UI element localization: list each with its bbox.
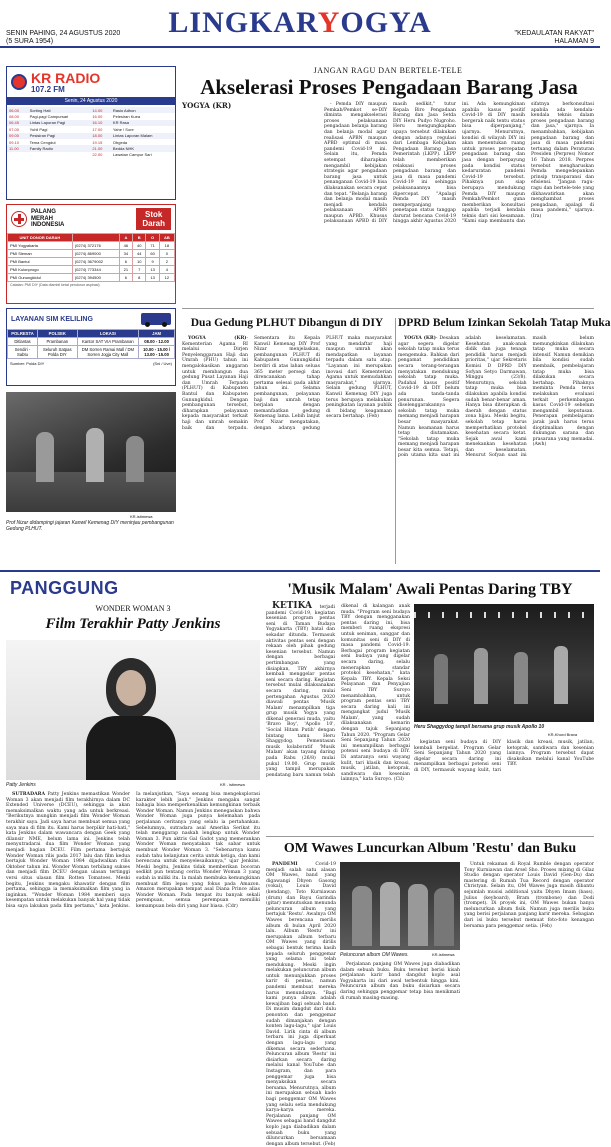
stok-darah-badge: [136, 208, 171, 230]
blood-stock-value: 12: [159, 274, 174, 282]
radio-time: 22.00: [92, 152, 103, 158]
blood-stock-value: 40: [133, 242, 146, 250]
radio-program: Pagi-pagi Campursari: [29, 114, 69, 120]
story2-dateline: YOGYA (KR): [188, 336, 247, 341]
blood-stock-value: 13: [146, 274, 159, 282]
sim-title: LAYANAN SIM KELILING: [11, 315, 93, 323]
radio-program: KR Rasa: [112, 120, 129, 126]
blood-table-row: [8, 242, 175, 250]
patty-photo-credit: KR - istimewa: [220, 782, 245, 787]
lead-columns: [324, 102, 594, 298]
logo-left: LINGKAR: [168, 6, 318, 39]
blood-table-row: [8, 274, 175, 282]
issue-sura-date: (5 SURA 1954): [6, 38, 54, 45]
motto: "KEDAULATAN RAKYAT": [514, 30, 594, 37]
blood-stock-value: 9: [146, 258, 159, 266]
radio-schedule-row: [7, 152, 175, 158]
sim-table-header: LOKASI: [77, 330, 139, 338]
radio-program: Lawatan Campur Sari: [112, 152, 152, 158]
blood-unit-phone: (0274) 372176: [72, 242, 119, 250]
red-cross-icon: [11, 211, 27, 227]
story4-text-cont: kegiatan seni budaya di DIY kembali bergeliat. Program Gelar Seni Sepanjang Tahun 2020 yang digelar secara daring ini menampilkan berbagai potensi seni di DIY, termasuk wayang kulit, tari klasik dan kreasi, musik, jatilan, ketoprak, sandiwara dan kesenian lainnya. Program tersebut dapat disaksikan melalui kanal YouTube TBY.: [414, 740, 594, 773]
blood-table-header: UNIT DONOR DARAH: [8, 234, 73, 242]
sim-table-header: POLRESTA: [8, 330, 38, 338]
stok-label-1: Stok: [144, 210, 163, 219]
radio-time: 21.00: [92, 146, 103, 152]
sim-table-cell: Prambanan: [37, 338, 77, 346]
radio-time: 09.10: [9, 139, 20, 145]
concert-photo-credit: KR-Khord Brava: [548, 732, 578, 737]
blood-stock-value: 18: [159, 242, 174, 250]
lead-kicker: JANGAN RAGU DAN BERTELE-TELE: [313, 66, 463, 75]
story5-body-right: [464, 862, 594, 1046]
story2-text: - Kementerian Agama RI melalui Dirjen Penyelenggaraan Haji dan Umrah (PHU) tahun ini mengalokasikan anggaran untuk membangun dua gedung Pusat Layanan Haji dan Umrah Terpadu (PLHUT) di Kabupaten Bantul dan Kabupaten Gunungkidul. Dengan pembangunan tersebut, diharapkan pelayanan kepada masyarakat terkait haji dan umrah semakin baik dan terpadu. Sementara itu Kepala Kanwil Kemenag DIY Prof Nizar menjelaskan, pembangunan PLHUT di Kabupaten Gunungkidul berdiri di atas lahan seluas 365 meter persegi dan direncanakan tahap pertama selesai pada akhir tahun ini. Selama pembangunan, pelayanan haji dan umrah tetap berjalan dengan memanfaatkan gedung Kemenag lama. Lebih lanjut Prof Nizar mengatakan, dengan adanya gedung PLHUT maka masyarakat yang mendaftar haji maupun umrah akan mendapatkan layanan terpadu dalam satu atap. "Layanan ini merupakan inovasi dari Kementerian Agama untuk memudahkan masyarakat," ujarnya. Selain gedung PLHUT, Kanwil Kemenag DIY juga terus berupaya melakukan peningkatan layanan publik di bidang keagamaan secara bertahap. (Feb): [182, 336, 392, 431]
radio-program: Family Radio: [29, 146, 53, 152]
panggung-headline: Film Terakhir Patty Jenkins: [45, 616, 221, 632]
radio-program: Rasio Adhon: [112, 107, 136, 113]
radio-time: 18.00: [92, 133, 103, 139]
blood-stock-value: 0: [159, 250, 174, 258]
logo-right: OGYA: [340, 6, 432, 39]
lead-body: [182, 102, 594, 298]
blood-stock-value: 34: [119, 250, 132, 258]
radio-program: Lintas Laporan Malam: [112, 133, 153, 139]
blood-stock-value: 46: [119, 242, 132, 250]
pmi-note: Catatan: PMI DIY (Data diambil ketat pendonor aspirasi): [10, 283, 100, 287]
pmi-blood-stock-box: [6, 204, 176, 304]
blood-stock-value: 13: [146, 266, 159, 274]
sim-table-cell: Kantor SAT VIA Prambanan: [77, 338, 139, 346]
sim-table-cell: Sendiri - Sabtu: [8, 346, 38, 359]
blood-table-header: A: [119, 234, 132, 242]
story4-body-right: [414, 740, 594, 830]
radio-program: Obgeda: [112, 139, 128, 145]
radio-program: Bedda NHK: [112, 146, 135, 152]
blood-stock-value: 6: [119, 274, 132, 282]
radio-time: 11.00: [9, 146, 19, 152]
radio-time: [7, 152, 28, 158]
radio-time: 07.00: [9, 126, 20, 132]
radio-time: 09.00: [9, 133, 20, 139]
sim-table-header: POLSEK: [37, 330, 77, 338]
radio-time: 08.00: [9, 114, 20, 120]
concert-photo: [414, 604, 594, 722]
blood-table-header: [72, 234, 119, 242]
masthead: [0, 0, 600, 48]
story4-dateline: KETIKA: [272, 601, 313, 611]
blood-stock-value: 10: [133, 258, 146, 266]
sim-table-cell: Seluruh Satpas Polda DIY: [37, 346, 77, 359]
blood-stock-value: 71: [146, 242, 159, 250]
radio-program: Yahe ! Sore: [112, 126, 134, 132]
radio-program: [28, 152, 91, 158]
plhut-photo-credit: KR-istimewa: [130, 514, 153, 519]
patty-jenkins-photo: [6, 640, 260, 780]
sim-table-row: [8, 338, 175, 346]
story3-dateline: YOGYA (KR): [404, 336, 436, 341]
story2-body: [182, 336, 392, 564]
blood-unit-name: PMI Yogyakarta: [8, 242, 73, 250]
blood-unit-name: PMI Sleman: [8, 250, 73, 258]
radio-time: 06.45: [9, 120, 20, 126]
story5-body-left: [266, 862, 336, 1147]
stok-label-2: Darah: [142, 219, 165, 228]
pmi-title-1: PALANG: [31, 209, 56, 216]
blood-table-header: O: [146, 234, 159, 242]
radio-program: Pesisiran Pagi: [29, 133, 56, 139]
blood-table-row: [8, 266, 175, 274]
panggung-text: Patty Jenkins memastikan Wonder Woman 3 akan menjadi film terakhirnya dalam DC Extended Universe (DCEU), sehingga ia akan memaksimalkan waktu yang ada untuk berkreasi. "Berikutnya mungkin menjadi film Wonder Woman terakhir saya. Jadi saya harus membuat semua yang saya mau di film itu. Kami harus berpikir hati-hati," kata Jenkins dalam wawancara dengan Geek yang dilansir NME, belum lama ini. Jenkins telah menyutradarai dua film Wonder Woman yang menjadi bagian DCEU. Film pertama bertajuk Wonder Woman rilis pada 2017 lalu dan film kedua bertajuk Wonder Woman 1984 dijadwalkan rilis Oktober tahun ini. Wonder Woman terbilang sukses dan menjadi film DCEU dengan ulasan tertinggi versi situs ulasan film Rotten Tomatoes. Meski begitu, Jenkins mengaku khawatir dengan film pertama, sehingga ia memaksimalkan film yang ia inginkan. "Wonder Woman 1984 memberi saya kesempatan untuk melakukan banyak hal yang tidak bisa saya lakukan pada film pertama," kata Jenkins. Ia melanjutkan, "Saya senang bisa mengeksplorasi karakter lebih jauh." Jenkins mengaku sangat bahagia bisa memperkenalkan kemungkinan terbaik Wonder Woman. Namun Jenkins menegaskan bahwa Wonder Woman juga punya kelemahan pada perjalanan ceritanya yang selalu ia pertahankan. Sebelumnya, sutradara asal Amerika Serikat itu telah menggarap naskah lengkap untuk Wonder Woman 3. Pun aktris Gal Gadot yang memerankan Wonder Woman menyatakan tak sabar untuk membuat Wonder Woman 3. "Sebenarnya kamu sudah tahu kelanjutan cerita untuk ketiga, dan kami berencana untuk menyelesaikannya," ujar Jenkins. Meski begitu, Jenkins tidak memberikan bocoran sedikit pun tentang cerita Wonder Woman 3 yang sudah ia miliki itu. Ia malah membuka kemungkinan membuat film lepas yang fokus pada Amazon. Amazon merupakan tempat asal Diana Prince alias Wonder Woman. Pada tempat itu banyak sekali perempuan, semua perempuan memiliki kemampuan bela diri yang luar biasa. (Cdr): [6, 792, 260, 909]
radio-time: 16.10: [92, 120, 103, 126]
divider: [266, 836, 594, 837]
lead-text: - Pemda DIY maupun Pemkab/Pemkot se-DIY diminta mengakselerasi proses pelaksanaan pengadaan belanja barang dan belanja modal agar realisasi APBN maupun APBD optimal di masa pandemi Covid-19 ini. Selain itu, Pemda setempat diharapkan mengambil kebijakan strategis agar pengadaan barang jasa untuk penanganan Covid-19 bisa dilaksanakan secara cepat dan tepat. "Belanja barang dan belanja modal masih menjadi kendala pelaksanaan APBN maupun APBD. Khusus pelaksanaan APBD di DIY masih sedikit," tutur Kepala Biro Pengadaan Barang dan Jasa Setda DIY Heru Pudyo Nugroho. Heru mengungkapkan upaya tersebut dilakukan dengan adanya regulasi dari Lembaga Kebijakan Pengadaan Barang Jasa Pemerintah (LKPP). LKPP telah memberikan relaksasi proses pengadaan barang dan jasa di masa pandemi Covid-19 ini sehingga pelaksanaannya bisa dipercepat. "Apalagi Pemda DIY masih memperpanjang penetapan status tanggap darurat bencana Covid-19 hingga akhir Agustus 2020 ini. Ada kemungkinan apabila kasus positif Covid-19 di DIY masih bergerak naik tentu status bisa diperpanjang," ujarnya. Menurutnya, kondisi di wilayah DIY ini akan menentukan ruang untuk proses percepatan pengadaan barang dan jasa dengan berpayung pada kondisi status kedaruratan pandemi Covid-19 tersebut. Pihaknya pun siap berupaya mendukung Pemda DIY maupun Pemkab/Pemkot guna memberikan konsultasi apabila terjadi kendala teknis dari sisi kesamaan. "Kami siap membantu dan sifatnya berkonsultasi apabila ada kendala-kendala teknis dalam proses pengadaan barang dan jasa," ujarnya. Ia menambahkan, kebijakan pengadaan barang dan jasa di masa pandemi tertuang dalam Peraturan Presiden (Perpres) Nomor 16 Tahun 2018. Perpres tersebut mengharuskan Pemda mengedepankan prinsip transparansi dan efisiensi. "Jangan ragu-ragu dan bertele-tele yang dikhawatirkan akan menghambat proses pengadaan, apalagi di masa pandemi," ujarnya. (Ira): [324, 102, 594, 225]
blood-stock-value: 6: [119, 258, 132, 266]
radio-time: 17.00: [92, 126, 103, 132]
radio-time: 16.00: [92, 114, 103, 120]
blood-stock-table: [7, 233, 175, 282]
blood-stock-value: 4: [159, 266, 174, 274]
blood-unit-phone: (0274) 394500: [72, 274, 119, 282]
radio-program: Tema Cengdut: [29, 139, 56, 145]
radio-schedule-date: Senin, 24 Agustus 2020: [7, 97, 175, 105]
radio-icon: [11, 74, 27, 90]
om-wawes-photo: [340, 862, 460, 950]
sim-table-cell: 08.00 - 12.00: [139, 338, 175, 346]
story3-body: [398, 336, 594, 564]
sim-table-cell: Ditlantas: [8, 338, 38, 346]
story4-headline: 'Musik Malam' Awali Pentas Daring TBY: [287, 581, 573, 598]
story5-dateline: PANDEMI: [272, 862, 298, 867]
story3-text: - Desakan agar segera digelar sekolah tatap muka terus mengemuka. Bahkan dari pengamat pendidikan secara terang-terangan menyatakan mendukung sekolah tatap muka. Padahal kasus positif Covid-19 di DIY belum ada tanda-tanda penurunan. Segera diselenggarakannya sekolah tatap muka memang menjadi harapan besar masyarakat. Namun keamanan harus tetap diutamakan. "Sekolah tatap muka memang menjadi harapan besar kita semua. Tetapi, poin utama kita saat ini adalah keselamatan. Kesehatan anak-anak didik dan juga tenaga pendidik harus menjadi prioritas," ujar Sekretaris Komisi D DPRD DIY Sofyan Setyo Darmawan, Minggu (23/8). Menurutnya, sekolah tatap muka bisa dilakukan apabila kondisi sudah benar-benar aman. Hanya bisa diterapkan di daerah dengan status zona hijau. Meski begitu, sekolah tetap harus memperhatikan protokol kesehatan secara ketat. Sejak awal kami menekankan kesehatan dan keselamatan. Menurut Sofyan saat ini masih belum memungkinkan dilakukan tatap muka secara intensif. Namun demikian bila kondisi sudah membaik, pembelajaran tatap muka bisa dilakukan secara bertahap. Pihaknya meminta Pemda terus melakukan evaluasi terkait perkembangan kasus Covid-19 sebelum mengambil keputusan. Penerapan pembelajaran jarak jauh harus terus dioptimalkan dengan dukungan sarana dan prasarana yang memadai. (Awh): [398, 336, 594, 459]
radio-schedule-table: [7, 107, 175, 158]
patty-photo-caption: Patty Jenkins: [6, 782, 36, 788]
concert-photo-caption: Heru Shaggydog tampil bersama grup musik Apollo 10: [414, 724, 545, 730]
sim-table-cell: 10.00 - 15.00 / 13.00 - 15.00: [139, 346, 175, 359]
story2-headline: Dua Gedung PLHUT Dibangun di DIY: [190, 317, 384, 329]
story5-text-cont: Perjalanan panjang OM Wawes juga diabadikan dalam sebuah buku. Buku tersebut berisi kisah perjalanan karir band dangdut koplo asal Yogyakarta ini dari awal terbentuk hingga kini. Peluncuran album dan buku disiarkan secara daring sehingga penggemar tetap bisa menikmati di rumah masing-masing.: [340, 962, 460, 1001]
sim-keliling-box: [6, 308, 176, 386]
om-wawes-credit: KR-istimewa: [432, 952, 455, 957]
radio-brand: KR RADIO: [31, 69, 101, 86]
sim-table-row: [8, 346, 175, 359]
blood-unit-name: PMI Kulonprogo: [8, 266, 73, 274]
radio-program: Pelesiran Kuea: [112, 114, 141, 120]
story3-headline: DPRD Belum Izinkan Sekolah Tatap Muka: [398, 317, 611, 329]
story4-text: terjadi pandemi Covid-19, kegiatan kesenian program pentas seni di Taman Budaya Yogyakarta (TBY) batal dan sekadar ditunda. Termasuk aktivitas pentas seni dengan rekaan oleh pihak gedung kesenian tersebut. Namun dengan berbagai pertimbangan yang disiapkan, TBY akhirnya kembali menggelar pentas seni secara daring. Kegiatan tersebut mulai dilaksanakan secara daring, mulai pertengahan Agustus 2020 diawali pentas 'Musik Malam' menampilkan tiga grup musik Yogya yang dikenal generasi muda, yaitu 'Bravo Boy', 'Apollo 10', 'Social Hitam Putih' dengan bintang tamu Heru Shaggydog. Pementasan musik kolaboratif 'Musik Malam' akan tayang daring pada Rabu (26/8) mulai pukul 19.00. Grup musik yang tampil merupakan pendatang baru namun telah dikenal di kalangan anak muda. "Program seni budaya TBY dengan mengganakan pentas daring ini, bisa memberi ruang ekspresi untuk seniman, sanggar dan komunitas seni di DIY di masa pandemi Covid-19. Berbagai program kegiatan seni budaya yang digelar secara daring, selalu menerapkan standar protokol kesehatan," kata Kepala TBY. Kepala Seksi Pelayanan dan Penyajian Seni TBY Suroyo menambahkan, untuk program pentas seni TBY secara daring kali ini mengangkat judul 'Musik Malam', yang sudah dilaksanakan kemarin dengan tajuk Sepanjang Tahun 2020. "Program Gelar Seni Sepanjang Tahun 2020 ini menampilkan berbagai potensi seni budaya di DIY. Di antaranya seni wayang kulit, tari klasik dan kreasi, musik, jatilan, ketoprak, sandiwara dan kesenian lainnya," kata Suroyo. (Cil): [266, 604, 410, 783]
sim-table-cell: DM Sorren Ramai Mall / DM Sorren Jogja City Mall: [77, 346, 139, 359]
radio-program: Sorting Hati: [29, 107, 51, 113]
logo-accent-letter: Y: [317, 6, 341, 39]
om-wawes-caption: Peluncuran album OM Wawes.: [340, 952, 409, 958]
radio-frequency: 107.2 FM: [31, 84, 65, 94]
plhut-photo: [6, 392, 176, 512]
blood-stock-value: 60: [146, 250, 159, 258]
radio-time: 14.00: [92, 107, 103, 113]
lead-dateline: YOGYA (KR): [182, 101, 232, 110]
masthead-logo: [150, 6, 450, 40]
divider: [182, 308, 594, 309]
section-divider: [0, 570, 600, 572]
page-number: HALAMAN 9: [554, 38, 594, 45]
blood-unit-phone: (0274) 869000: [72, 250, 119, 258]
blood-stock-value: 7: [133, 266, 146, 274]
sim-source: Sumber: Polda DIY: [10, 361, 45, 366]
column-divider: [395, 318, 396, 564]
blood-stock-value: 2: [159, 258, 174, 266]
pmi-title-2: MERAH: [31, 215, 53, 222]
blood-stock-value: 44: [133, 250, 146, 258]
radio-program: Yuhil Pagi: [29, 126, 48, 132]
blood-table-header: B: [133, 234, 146, 242]
blood-table-header: AB: [159, 234, 174, 242]
sim-table-header: JAM: [139, 330, 175, 338]
blood-unit-name: PMI Bantul: [8, 258, 73, 266]
kr-radio-box: [6, 66, 176, 200]
sim-schedule-table: [7, 329, 175, 359]
plhut-photo-caption: Prof Nizar didampingi jajaran Kanwil Kemenag DIY meninjau pembangunan Gedung PLHUT.: [6, 520, 174, 532]
panggung-dateline: SUTRADARA: [12, 792, 46, 797]
story5-text: Covid-19 menjadi salah satu alasan OM Wawes, band yang digawangi Dhyen Gasong (vokal), Louis David (kendang), Toto Kurniawan (drum) dan Bayu Garindia (gitar) memutuskan menunda peluncuran album yang bertajuk 'Restu'. Awalnya OM Wawes berencana merilis album di bulan April 2020 lalu. Album 'Restu' ini merupakan album terbaru OM Wawes yang dirilis sebagai bentuk terima kasih kepada seluruh penggemar yang selama ini telah mendukung. Meski ingin melakukan peluncuran album untuk menunjukkan proses karir di pentas, namun pandemi membuat mereka harus menundanya. "Bagi kami punya album adalah kewajiban bagi sebuah band. Di musim dangdut dari dulu penonton dan penggemar sudah dimanjakan dengan konten lagu-lagu," ujar Louis David. Lirik cinta di album terbaru ini juga diperkuat dengan lagu-lagu yang dikemas secara sederhana. Peluncuran album 'Restu' ini disiarkan secara daring melalui kanal YouTube dan Instagram, dan para penggemar juga bisa menyaksikan secara bersama. Menurutnya, album ini merupakan sebuah kado bagi penggemar OM Wawes yang selalu setia mendukung karya-karya mereka. Perjalanan panjang OM Wawes sebagai band dangdut koplo juga diabadikan dalam sebuah buku yang diluncurkan bersamaan dengan album tersebut. (Feb): [266, 862, 336, 1147]
radio-time: 06.00: [9, 107, 20, 113]
story5-text-right: Untuk rekaman di Royal Rumble dengan operator Tony Kurniawan dan Arsel Sho. Proses mixing di Gilaz Studio dengan operator Louis David (Gen-Du) dan mastering di Rumah Tua Record dengan operator Christyan. Selain itu, OM Wawes juga masih dibantu sejumlah musisi additional yaitu Dhyen Imam (bass), Julius (keyboard), Bram (trombone) dan Dodi (trompet). Di proyek ini, OM Wawes bukan hanya meluncurkan album fisik. Namun juga merilis buku yang berisi perjalanan panjang karir mereka. Sebagian dari isi buku tersebut memuat foto-foto kenangan bersama para penggemar setia. (Feb): [464, 862, 594, 929]
bus-icon: [141, 313, 171, 325]
section-panggung: PANGGUNG: [10, 578, 119, 598]
radio-program: Lintas Laporan Pagi: [29, 120, 66, 126]
blood-unit-phone: (0274) 773344: [72, 266, 119, 274]
masthead-right: [514, 30, 594, 46]
radio-time: 19.15: [92, 139, 103, 145]
lead-headline: Akselerasi Proses Pengadaan Barang Jasa: [200, 75, 578, 99]
issue-date: SENIN PAHING, 24 AGUSTUS 2020: [6, 30, 121, 37]
story4-body-left: [266, 601, 410, 832]
blood-stock-value: 21: [119, 266, 132, 274]
panggung-body: [6, 792, 260, 1046]
lead-intro: [182, 102, 318, 174]
pmi-title-3: INDONESIA: [31, 222, 65, 229]
blood-table-row: [8, 250, 175, 258]
sim-tag: (Sni / Uve): [153, 361, 172, 366]
story5-headline: OM Wawes Luncurkan Album 'Restu' dan Buku: [283, 841, 577, 856]
masthead-date: [6, 30, 120, 46]
blood-unit-phone: (0274) 3679002: [72, 258, 119, 266]
blood-table-row: [8, 258, 175, 266]
panggung-kicker: WONDER WOMAN 3: [95, 604, 171, 613]
blood-unit-name: PMI Gunungkidul: [8, 274, 73, 282]
story5-body-mid: [340, 962, 460, 1046]
blood-stock-value: 8: [133, 274, 146, 282]
